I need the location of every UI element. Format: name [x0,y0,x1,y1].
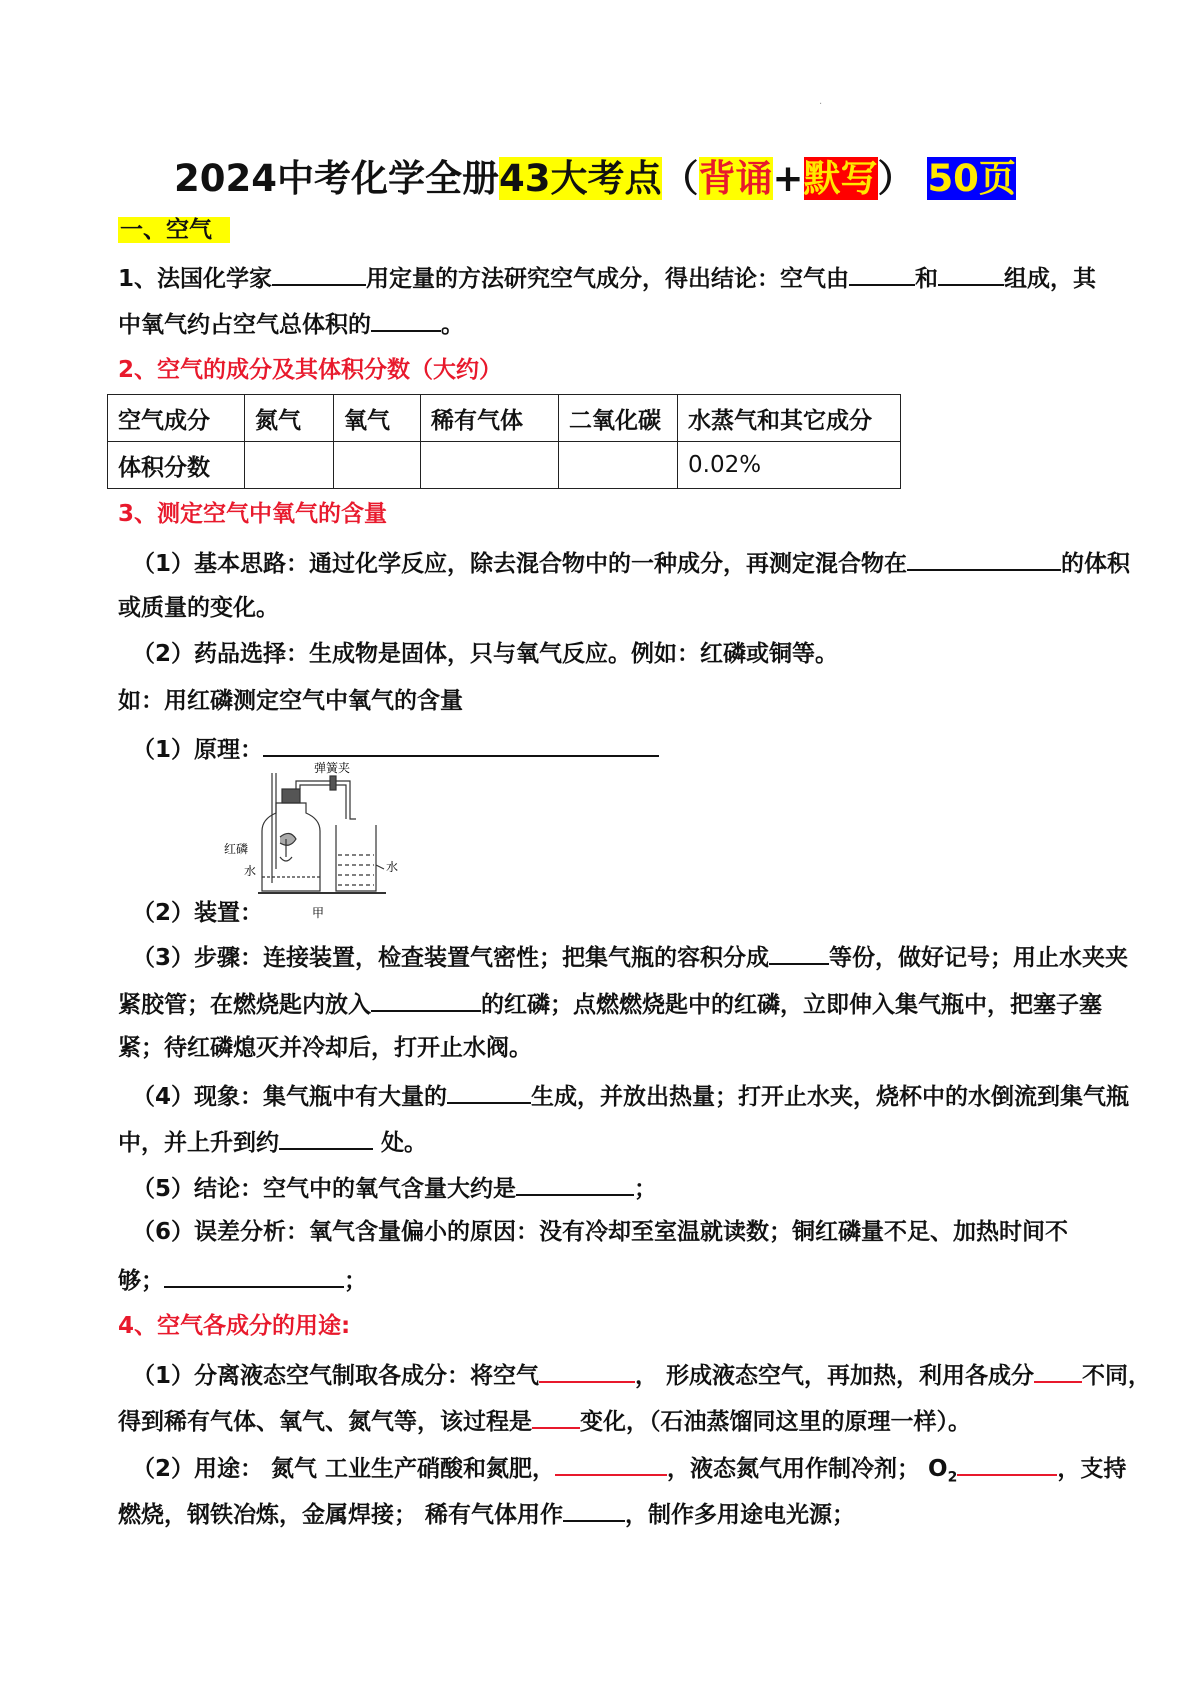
para-3-2: （2）药品选择：生成物是固体，只与氧气反应。例如：红磷或铜等。 [132,641,839,667]
para-3-1-line-2: 或质量的变化。 [118,595,279,621]
table-cell: 稀有气体 [421,395,559,442]
para-uses-1-line-1: （1）分离液态空气制取各成分：将空气 ， 形成液态空气，再加热，利用各成分 不同， [132,1357,1148,1392]
para-steps-line-1: （3）步骤：连接装置，检查装置气密性；把集气瓶的容积分成 等份，做好记号；用止水夹夹 [132,939,1148,974]
air-composition-table [107,394,901,489]
section-2-heading: 2、空气的成分及其体积分数（大约） [118,357,503,383]
para-uses-2-line-1: （2）用途： 氮气 工业生产硝酸和氮肥， ，液态氮气用作制冷剂； $O_2$ ，支持 [132,1450,1148,1494]
table-row [108,442,901,489]
table-cell [559,442,678,489]
question-1-line-1: 1、法国化学家 用定量的方法研究空气成分，得出结论：空气由 和 组成，其 [118,260,1148,295]
label-water-beaker: 水 [386,860,399,874]
para-error-line-1: （6）误差分析：氧气含量偏小的原因：没有冷却至室温就读数；铜红磷量不足、加热时间不 [132,1219,1069,1245]
para-conclusion: （5）结论：空气中的氧气含量大约是 ； [132,1170,1162,1205]
section-4-heading: 4、空气各成分的用途: [118,1313,351,1339]
highlight-pages: 50页 [927,157,1016,200]
beaker [258,825,386,893]
table-cell [245,442,334,489]
para-uses-2-line-2: 燃烧，钢铁冶炼，金属焊接； 稀有气体用作 ，制作多用途电光源； [118,1496,1148,1531]
table-cell: 二氧化碳 [559,395,678,442]
para-3-1-line-1: （1）基本思路：通过化学反应，除去混合物中的一种成分，再测定混合物在 的体积 [132,545,1148,580]
gas-bottle [262,773,320,891]
para-phenomenon-line-1: （4）现象：集气瓶中有大量的 生成，并放出热量；打开止水夹，烧杯中的水倒流到集气瓶 [132,1078,1148,1113]
highlight-recite: 背诵 [698,157,773,200]
table-cell: 水蒸气和其它成分 [678,395,901,442]
table-cell: 空气成分 [108,395,245,442]
para-apparatus: （2）装置： [132,900,264,926]
table-cell [421,442,559,489]
connecting-tube [296,776,356,819]
para-phenomenon-line-2: 中，并上升到约 处。 [118,1124,1148,1159]
label-phosphorus: 红磷 [224,842,249,856]
table-cell: 氧气 [334,395,421,442]
section-3-heading: 3、测定空气中氧气的含量 [118,501,388,527]
figure-caption: 甲 [312,906,325,920]
section-1-heading: 一、空气 [118,214,1148,246]
para-steps-line-3: 紧；待红磷熄灭并冷却后，打开止水阀。 [118,1035,532,1061]
table-cell: 体积分数 [108,442,245,489]
para-steps-line-2: 紧胶管；在燃烧匙内放入 的红磷；点燃燃烧匙中的红磷，立即伸入集气瓶中，把塞子塞 [118,986,1148,1021]
para-uses-1-line-2: 得到稀有气体、氧气、氮气等，该过程是 变化，（石油蒸馏同这里的原理一样）。 [118,1403,1148,1438]
table-header-row [108,395,901,442]
table-cell: 0.02% [678,442,901,489]
document-title: 2024中考化学全册43大考点（背诵+默写） 50页 [174,157,1016,200]
label-clamp: 弹簧夹 [314,761,351,775]
label-water-bottle: 水 [244,864,257,878]
para-error-line-2: 够； ； [118,1262,1148,1297]
highlight-dictation: 默写 [803,157,878,200]
table-cell: 氮气 [245,395,334,442]
para-3-3: 如：用红磷测定空气中氧气的含量 [118,688,463,714]
table-cell [334,442,421,489]
para-principle: （1）原理： [132,731,1162,766]
question-1-line-2: 中氧气约占空气总体积的 。 [118,306,1148,341]
stray-dot: · [819,99,823,110]
highlight-43: 43大考点 [499,157,662,200]
